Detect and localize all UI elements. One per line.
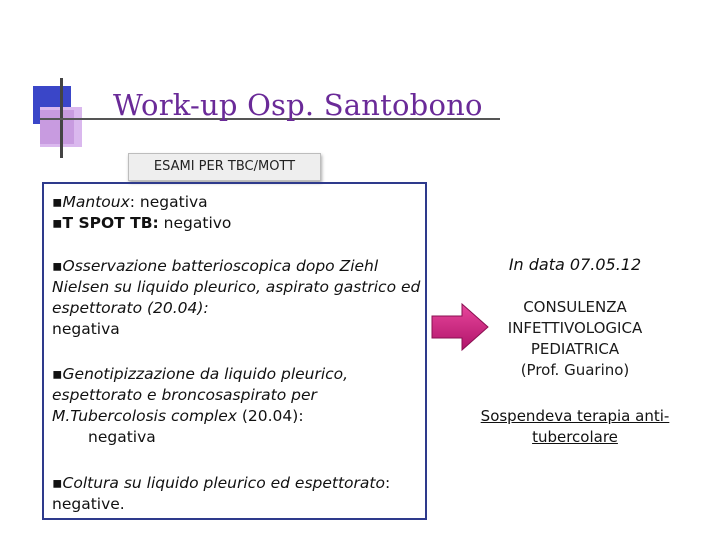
bullet: ▪	[52, 474, 63, 492]
decor-pink-inner-square	[40, 110, 74, 144]
mantoux-label: Mantoux	[62, 193, 130, 211]
genotyping-text: Genotipizzazione da liquido pleurico, espettorato e broncosaspirato per M.Tubercolosis complex	[52, 365, 349, 425]
test-culture	[52, 473, 432, 515]
microscopy-text: Osservazione batterioscopica dopo Ziehl Nielsen su liquido pleurico, aspirato gastrico ed espettorato (20.04):	[52, 257, 421, 317]
test-genotyping	[52, 364, 432, 448]
bullet: ▪	[52, 365, 63, 383]
culture-value: : negative.	[52, 474, 391, 513]
therapy-line: tubercolare	[532, 428, 618, 446]
culture-text: Coltura su liquido pleurico ed espettorato	[62, 474, 385, 492]
bullet: ▪	[52, 257, 63, 275]
genotyping-date: (20.04):	[236, 407, 304, 425]
test-mantoux	[52, 192, 432, 213]
consult-line: PEDIATRICA	[530, 340, 620, 358]
tspot-label: T SPOT TB:	[62, 214, 159, 232]
therapy-line: Sospendeva terapia anti-	[480, 407, 670, 425]
therapy-note	[465, 406, 685, 448]
consult-line: INFETTIVOLOGICA	[507, 319, 643, 337]
slide-title: Work-up Osp. Santobono	[113, 88, 483, 122]
bullet: ▪	[52, 193, 63, 211]
consult-line: (Prof. Guarino)	[520, 361, 630, 379]
microscopy-value: negativa	[52, 320, 120, 338]
tspot-value: negativo	[158, 214, 232, 232]
test-microscopy	[52, 256, 432, 340]
section-label: ESAMI PER TBC/MOTT	[128, 153, 321, 181]
genotyping-value: negativa	[88, 428, 156, 446]
consultation-block	[470, 297, 680, 381]
mantoux-value: : negativa	[129, 193, 208, 211]
bullet: ▪	[52, 214, 63, 232]
consult-date: In data 07.05.12	[508, 255, 642, 274]
test-tspot	[52, 213, 432, 234]
consult-line: CONSULENZA	[523, 298, 627, 316]
